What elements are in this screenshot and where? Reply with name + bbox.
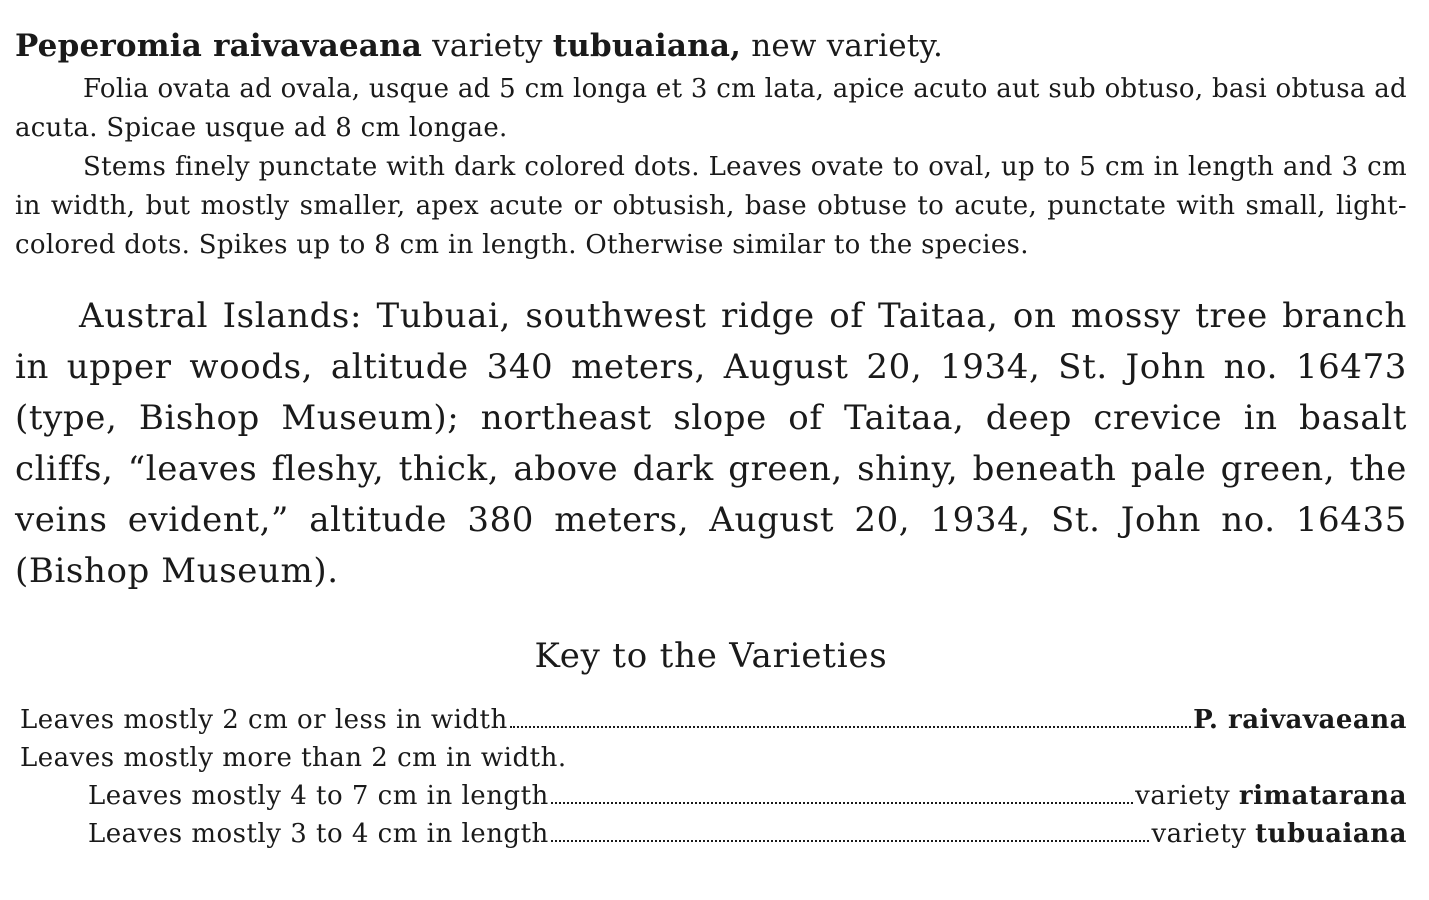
key-row bbox=[15, 815, 1407, 853]
key-row-prefix: variety bbox=[1135, 781, 1239, 811]
specimen-citation: Austral Islands: Tubuai, southwest ridge of Taitaa, on mossy tree branch in upper woods, altitude 340 meters, August 20, 1934, St. John no. 16473 (type, Bishop Museum); northeast slope of Taitaa, deep crevice in basalt cliffs, “leaves fleshy, thick, above dark green, shiny, beneath pale green, the veins evident,” altitude 380 meters, August 20, 1934, St. John no. 16435 (Bishop Museum). bbox=[15, 296, 1407, 591]
dot-leader bbox=[510, 726, 1191, 728]
dot-leader bbox=[551, 802, 1133, 804]
key-row-text: Leaves mostly 4 to 7 cm in length bbox=[88, 781, 549, 811]
dot-leader bbox=[551, 840, 1150, 842]
english-description: Stems finely punctate with dark colored dots. Leaves ovate to oval, up to 5 cm in length and 3 cm in width, but mostly smaller, apex acute or obtusish, base obtuse to acute, punctate with small, light-colored dots. Spikes up to 8 cm in length. Otherwise similar to the species. bbox=[15, 152, 1407, 260]
key-row bbox=[15, 777, 1407, 815]
key-row bbox=[15, 739, 1407, 777]
latin-description: Folia ovata ad ovala, usque ad 5 cm longa et 3 cm lata, apice acuto aut sub obtuso, basi obtusa ad acuta. Spicae usque ad 8 cm longae. bbox=[15, 74, 1407, 143]
key-row-target bbox=[1151, 815, 1407, 853]
key-row-text: Leaves mostly 3 to 4 cm in length bbox=[88, 819, 549, 849]
key-row-text: Leaves mostly 2 cm or less in width bbox=[20, 705, 508, 735]
variety-key bbox=[15, 701, 1407, 853]
key-row bbox=[15, 701, 1407, 739]
variety-word: variety bbox=[432, 28, 543, 64]
key-row-taxon: P. raivavaeana bbox=[1193, 705, 1407, 735]
variety-name: tubuaiana, bbox=[552, 28, 742, 64]
key-row-taxon: rimatarana bbox=[1238, 781, 1407, 811]
taxon-heading bbox=[15, 22, 1407, 70]
key-row-taxon: tubuaiana bbox=[1255, 819, 1407, 849]
key-heading: Key to the Varieties bbox=[534, 636, 888, 676]
key-row-target bbox=[1135, 777, 1407, 815]
document-page bbox=[15, 22, 1407, 853]
key-row-text: Leaves mostly more than 2 cm in width. bbox=[20, 743, 567, 773]
key-row-prefix: variety bbox=[1151, 819, 1256, 849]
species-name: Peperomia raivavaeana bbox=[15, 28, 423, 64]
heading-suffix: new variety. bbox=[751, 28, 944, 64]
key-row-target bbox=[1193, 701, 1407, 739]
